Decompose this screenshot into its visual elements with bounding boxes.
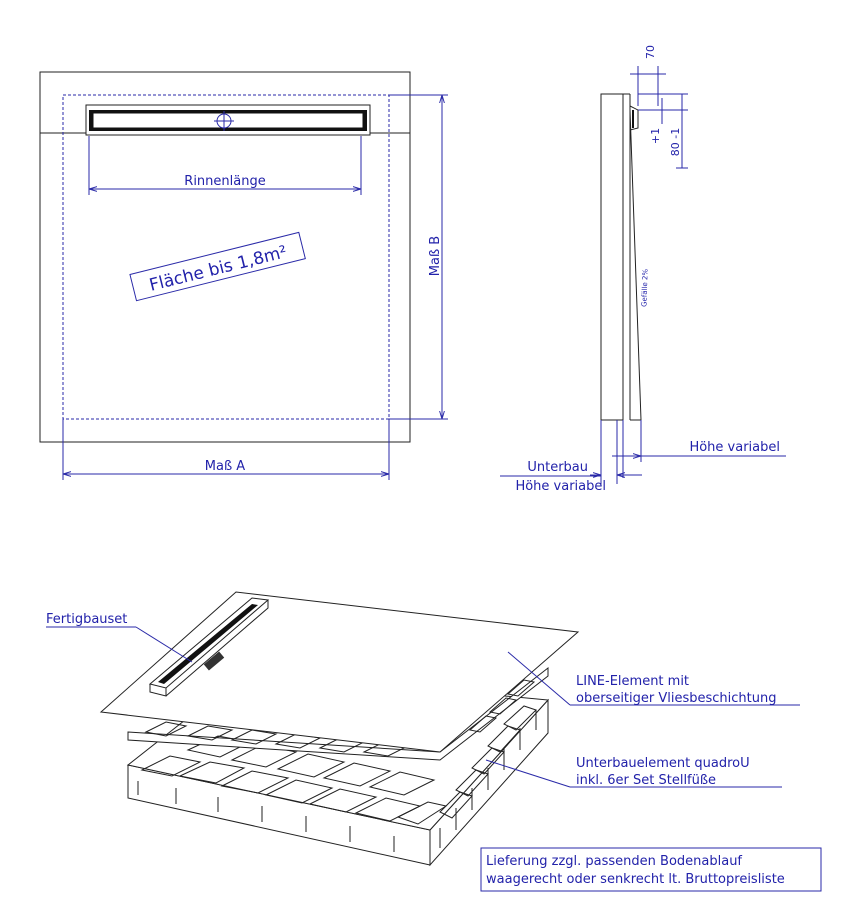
fertigbauset-label: Fertigbauset <box>46 612 128 627</box>
hoehe-variabel-left-label: Höhe variabel <box>515 479 606 494</box>
dim-plus1-label: +1 <box>649 127 662 145</box>
note-line-1: Lieferung zzgl. passenden Bodenablauf <box>486 854 743 869</box>
note-line-2: waagerecht oder senkrecht lt. Bruttopreisliste <box>486 872 785 887</box>
mass-b-label: Maß B <box>428 235 443 277</box>
mass-a-label: Maß A <box>204 459 246 474</box>
slope-profile <box>630 110 641 420</box>
dim-80-label: 80 -1 <box>669 127 682 157</box>
side-view <box>500 45 786 494</box>
side-wall-element <box>601 94 623 420</box>
delivery-note <box>481 848 821 891</box>
gefaelle-label: Gefälle 2% <box>640 268 650 308</box>
dim-70-label: 70 <box>644 45 657 59</box>
hoehe-variabel-right-label: Höhe variabel <box>689 440 780 455</box>
rinnenlaenge-label: Rinnenlänge <box>184 174 266 189</box>
line-element-label-2: oberseitiger Vliesbeschichtung <box>576 691 777 706</box>
unterbau-label: Unterbau <box>527 460 588 475</box>
flaeche-label: Fläche bis 1,8m² <box>147 242 290 296</box>
unterbauelement-label-2: inkl. 6er Set Stellfüße <box>576 773 717 788</box>
top-view <box>40 72 448 480</box>
flaeche-label-group <box>130 232 305 300</box>
line-element-label-1: LINE-Element mit <box>576 674 690 689</box>
isometric-view <box>46 592 800 865</box>
unterbauelement-label-1: Unterbauelement quadroU <box>576 756 750 771</box>
